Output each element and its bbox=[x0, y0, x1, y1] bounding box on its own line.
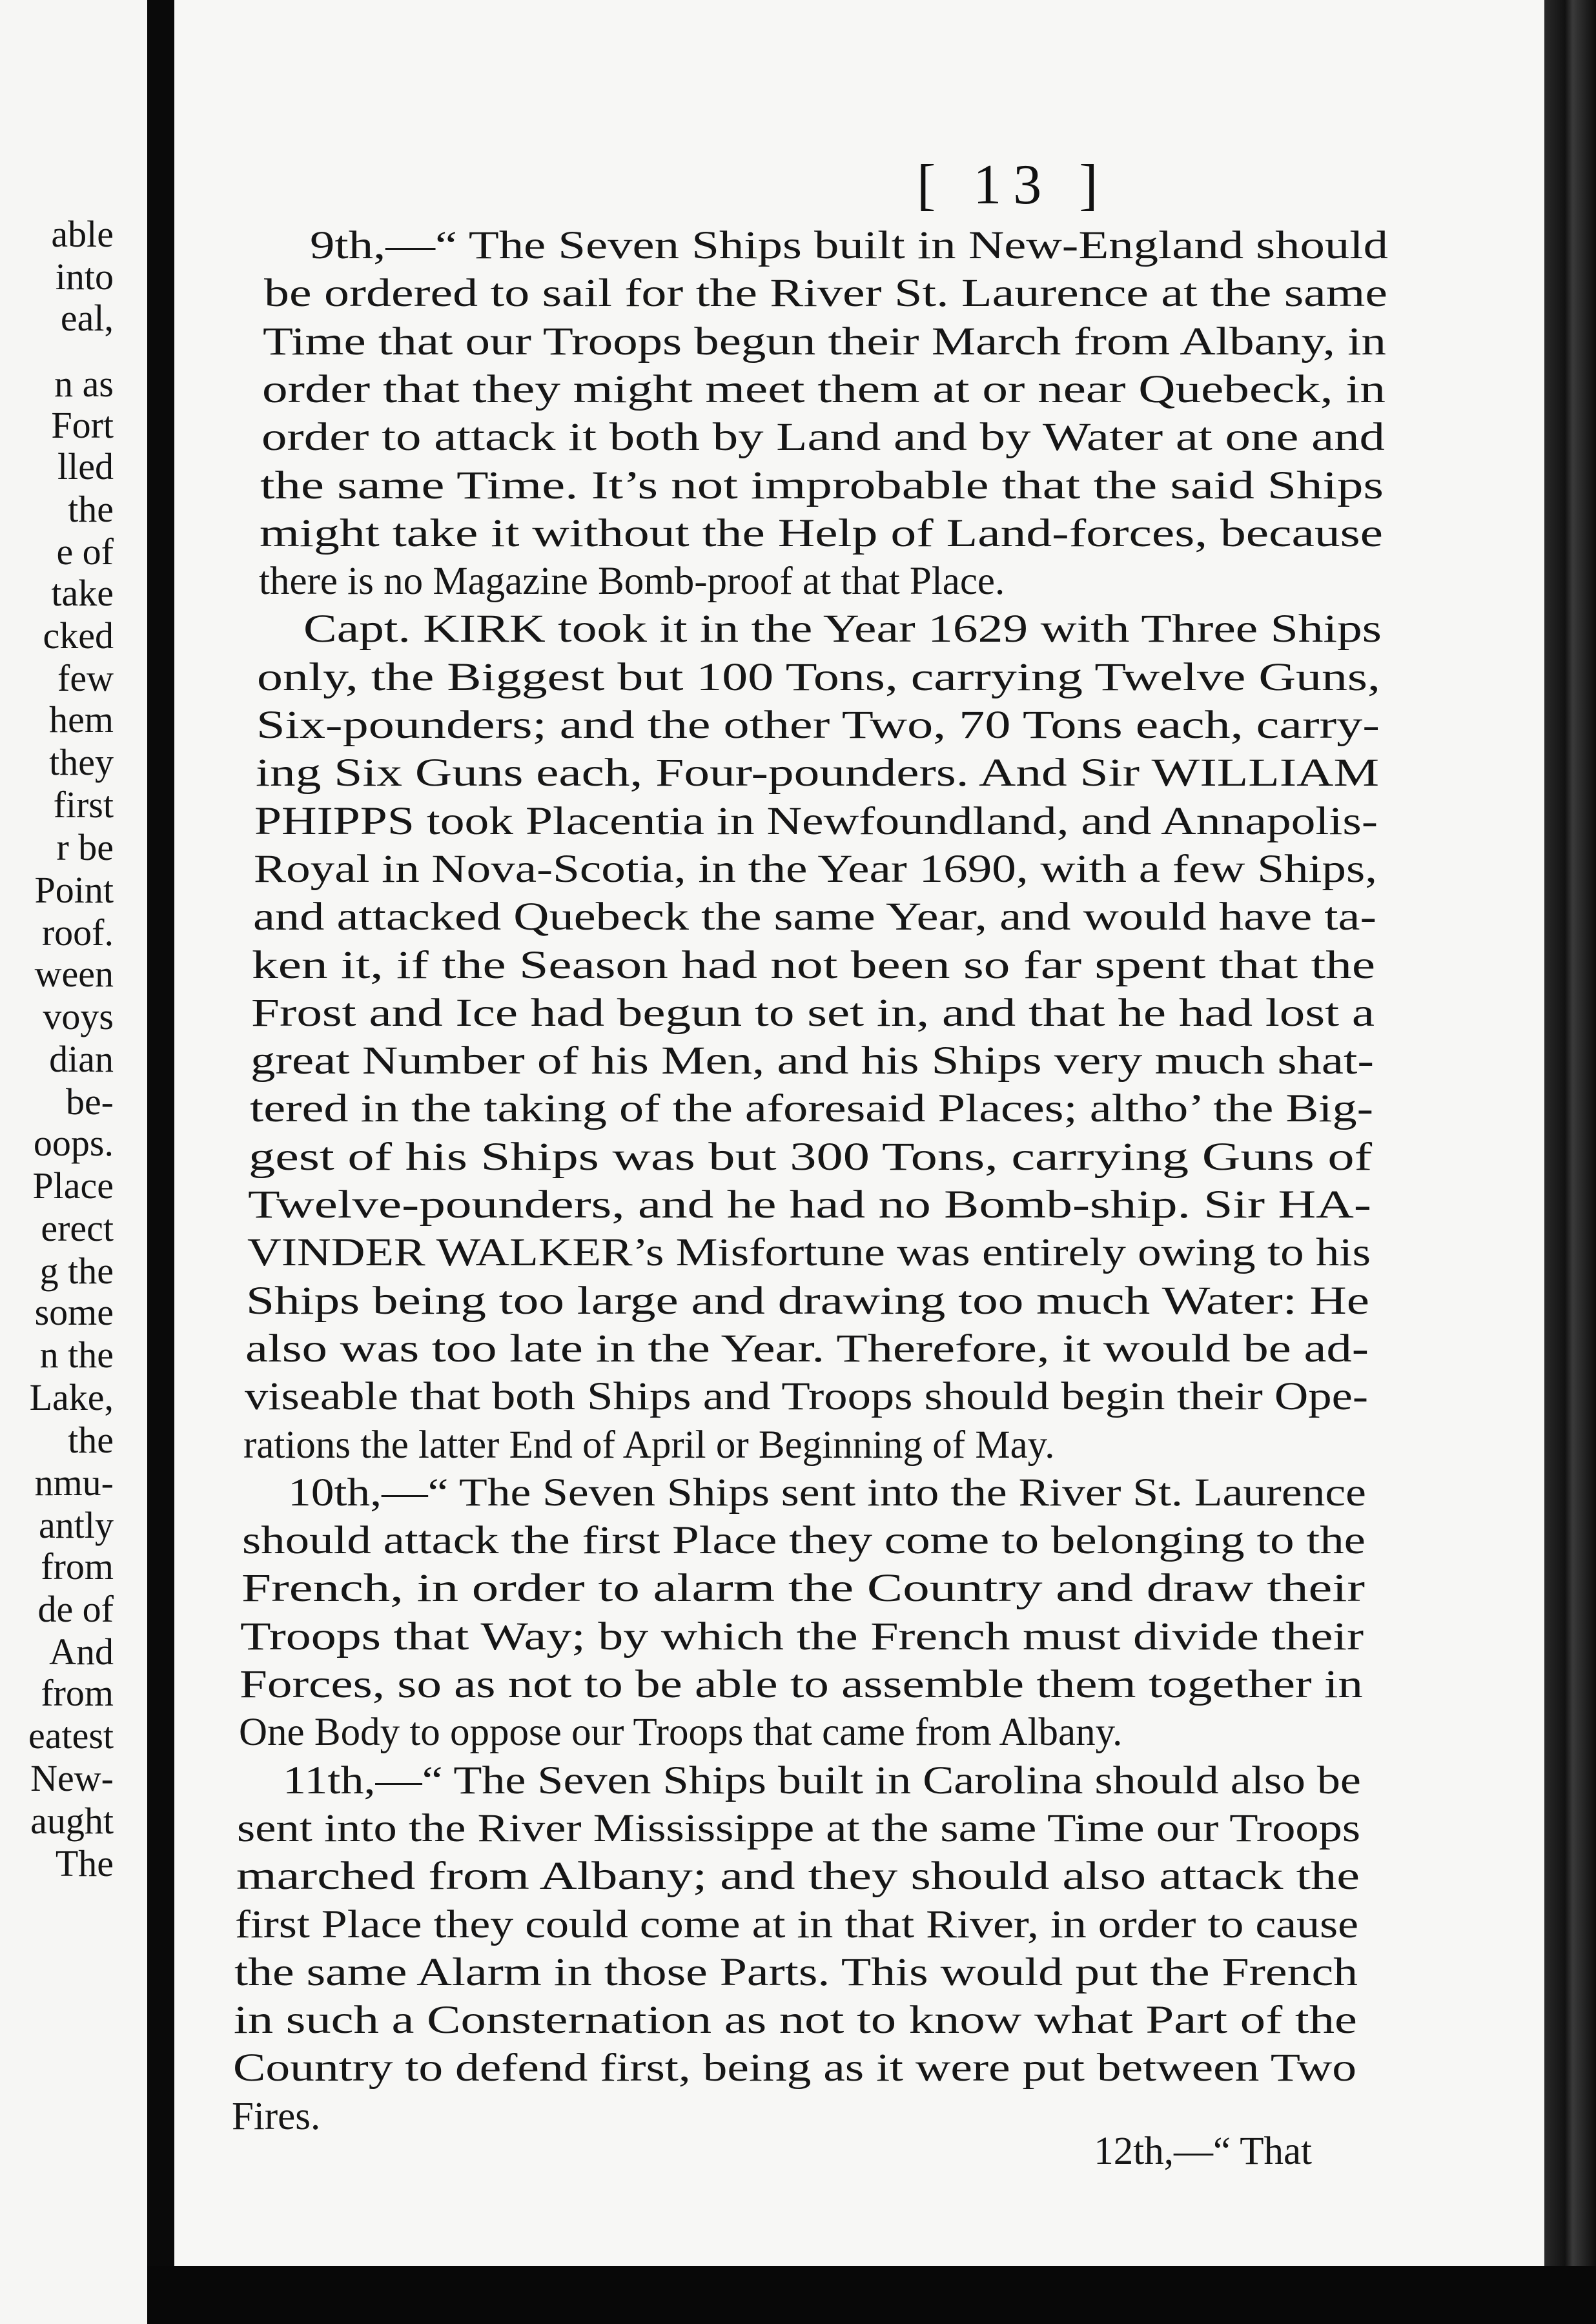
text-line: Country to defend first, being as it were put between Two bbox=[233, 2046, 1357, 2090]
current-page bbox=[174, 0, 1544, 2266]
text-line: 11th,—“ The Seven Ships built in Carolina should also be bbox=[283, 1759, 1361, 1802]
text-line: should attack the first Place they come to belonging to the bbox=[242, 1519, 1366, 1562]
previous-page bbox=[0, 0, 147, 2324]
left-page-line: eatest bbox=[28, 1715, 114, 1757]
text-line: One Body to oppose our Troops that came from Albany. bbox=[239, 1711, 1123, 1754]
left-page-line: Point bbox=[34, 869, 114, 911]
left-page-line: The bbox=[55, 1842, 114, 1884]
left-page-line: take bbox=[51, 572, 114, 614]
left-page-line: the bbox=[68, 1419, 114, 1461]
left-page-line: erect bbox=[41, 1207, 114, 1249]
text-line: only, the Biggest but 100 Tons, carrying Twelve Guns, bbox=[257, 656, 1380, 699]
left-page-line: New- bbox=[30, 1757, 114, 1799]
left-page-line: from bbox=[41, 1672, 114, 1714]
page-edge-shadow bbox=[1544, 0, 1596, 2324]
text-line: French, in order to alarm the Country and draw their bbox=[241, 1567, 1365, 1610]
text-line: Ships being too large and drawing too much Water: He bbox=[246, 1279, 1369, 1323]
text-line: Royal in Nova-Scotia, in the Year 1690, with a few Ships, bbox=[254, 848, 1377, 891]
left-page-line: some bbox=[34, 1291, 114, 1333]
left-page-line: hem bbox=[49, 698, 114, 740]
text-line: Fires. bbox=[232, 2095, 321, 2138]
text-line: Time that our Troops begun their March from Albany, in bbox=[263, 320, 1387, 363]
left-page-line: oops. bbox=[33, 1122, 114, 1164]
text-line: Twelve-pounders, and he had no Bomb-ship. Sir HA- bbox=[248, 1183, 1371, 1227]
text-line: Six-pounders; and the other Two, 70 Tons each, carry- bbox=[256, 704, 1380, 747]
text-line: be ordered to sail for the River St. Laurence at the same bbox=[264, 272, 1387, 315]
text-line: rations the latter End of April or Beginning of May. bbox=[243, 1423, 1055, 1467]
left-page-line: antly bbox=[39, 1504, 114, 1546]
left-page-line: Lake, bbox=[29, 1376, 114, 1418]
left-page-line: dian bbox=[49, 1038, 114, 1080]
left-page-line: de of bbox=[37, 1588, 114, 1630]
left-page-line: r be bbox=[56, 826, 114, 868]
left-page-line: g the bbox=[39, 1250, 114, 1292]
left-page-line: And bbox=[49, 1631, 114, 1673]
text-line: 9th,—“ The Seven Ships built in New-England should bbox=[310, 224, 1389, 267]
text-line: first Place they could come at in that River, in order to cause bbox=[235, 1903, 1359, 1946]
left-page-line: Fort bbox=[51, 404, 114, 446]
text-line: might take it without the Help of Land-forces, because bbox=[260, 512, 1383, 555]
left-page-line: n the bbox=[39, 1334, 114, 1376]
left-page-line: few bbox=[57, 657, 114, 699]
left-page-line: nmu- bbox=[34, 1462, 114, 1503]
text-line: Capt. KIRK took it in the Year 1629 with Three Ships bbox=[303, 607, 1382, 651]
book-gutter bbox=[147, 0, 174, 2324]
text-line: and attacked Quebeck the same Year, and would have ta- bbox=[253, 895, 1376, 939]
left-page-line: from bbox=[41, 1545, 114, 1587]
left-page-line: the bbox=[68, 488, 114, 530]
left-page-line: aught bbox=[30, 1800, 114, 1842]
text-line: order to attack it both by Land and by Water at one and bbox=[261, 416, 1385, 459]
left-page-line: they bbox=[49, 741, 114, 783]
text-line: the same Alarm in those Parts. This would put the French bbox=[234, 1951, 1358, 1994]
left-page-line: roof. bbox=[41, 912, 114, 953]
left-page-line: able bbox=[51, 213, 114, 255]
text-line: sent into the River Mississippe at the same Time our Troops bbox=[237, 1807, 1361, 1850]
text-line: marched from Albany; and they should also attack the bbox=[236, 1855, 1360, 1898]
catchword: 12th,—“ That bbox=[1094, 2130, 1312, 2173]
text-line: order that they might meet them at or near Quebeck, in bbox=[262, 368, 1386, 411]
left-page-line: into bbox=[55, 256, 114, 298]
text-line: tered in the taking of the aforesaid Places; altho’ the Big- bbox=[250, 1087, 1374, 1130]
text-line: ken it, if the Season had not been so far spent that the bbox=[252, 944, 1375, 987]
text-line: 10th,—“ The Seven Ships sent into the River St. Laurence bbox=[288, 1471, 1366, 1514]
text-line: great Number of his Men, and his Ships very much shat- bbox=[251, 1039, 1375, 1083]
left-page-line: cked bbox=[43, 615, 114, 657]
left-page-line: voys bbox=[43, 995, 114, 1037]
text-line: the same Time. It’s not improbable that the said Ships bbox=[260, 464, 1384, 507]
left-page-line: e of bbox=[56, 531, 114, 573]
left-page-line: be- bbox=[65, 1081, 114, 1123]
text-line: Forces, so as not to be able to assemble them together in bbox=[240, 1663, 1363, 1706]
left-page-line: lled bbox=[57, 445, 114, 487]
text-line: Troops that Way; by which the French must divide their bbox=[240, 1615, 1364, 1658]
text-line: gest of his Ships was but 300 Tons, carrying Guns of bbox=[249, 1136, 1373, 1179]
text-line: there is no Magazine Bomb-proof at that Place. bbox=[259, 560, 1005, 603]
left-page-line: ween bbox=[34, 953, 114, 995]
left-page-line: Place bbox=[32, 1165, 114, 1207]
left-page-line: first bbox=[53, 784, 114, 826]
page-number: [ 13 ] bbox=[917, 154, 1110, 216]
text-line: also was too late in the Year. Therefore, it would be ad- bbox=[245, 1327, 1369, 1371]
left-page-line: eal, bbox=[60, 297, 114, 339]
text-line: Frost and Ice had begun to set in, and that he had lost a bbox=[251, 992, 1375, 1035]
text-line: in such a Consternation as not to know what Part of the bbox=[234, 1999, 1357, 2042]
left-page-line: n as bbox=[54, 363, 114, 405]
text-line: ing Six Guns each, Four-pounders. And Sir WILLIAM bbox=[256, 751, 1379, 795]
text-line: PHIPPS took Placentia in Newfoundland, and Annapolis- bbox=[254, 800, 1378, 843]
text-line: viseable that both Ships and Troops should begin their Ope- bbox=[245, 1375, 1369, 1418]
text-line: VINDER WALKER’s Misfortune was entirely owing to his bbox=[247, 1231, 1371, 1274]
bottom-scan-border bbox=[147, 2266, 1596, 2324]
